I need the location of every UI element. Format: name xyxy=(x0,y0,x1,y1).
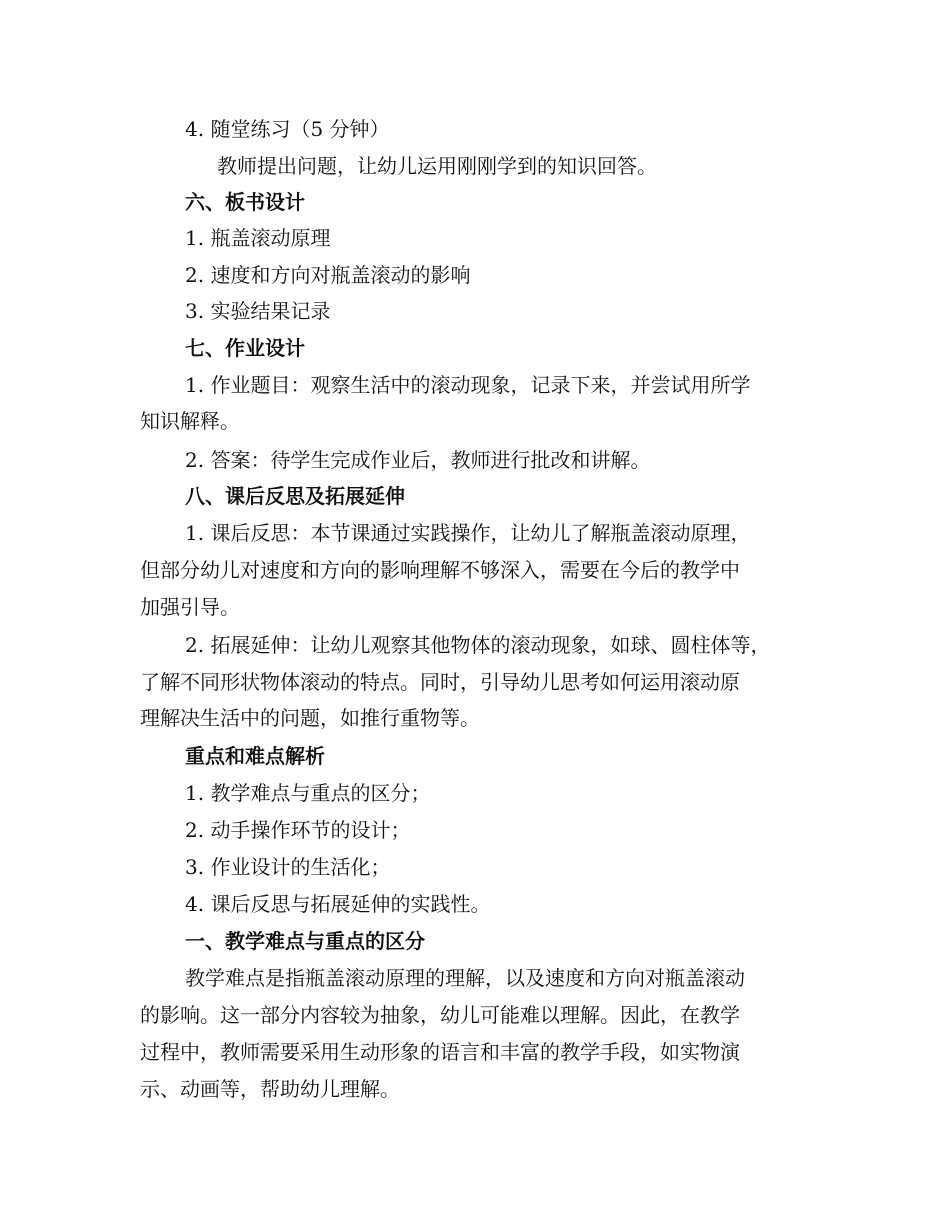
paragraph-line: 教学难点是指瓶盖滚动原理的理解，以及速度和方向对瓶盖滚动 xyxy=(185,966,745,990)
paragraph-line: 教师提出问题，让幼儿运用刚刚学到的知识回答。 xyxy=(217,154,657,178)
section-heading-board-design: 六、板书设计 xyxy=(185,190,305,214)
paragraph-line: 了解不同形状物体滚动的特点。同时，引导幼儿思考如何运用滚动原 xyxy=(140,670,740,694)
list-item: 2. 答案：待学生完成作业后，教师进行批改和讲解。 xyxy=(185,448,651,472)
list-item: 3. 实验结果记录 xyxy=(185,299,331,323)
list-item: 1. 教学难点与重点的区分； xyxy=(185,781,431,805)
paragraph-line: 的影响。这一部分内容较为抽象，幼儿可能难以理解。因此，在教学 xyxy=(140,1003,740,1027)
paragraph-line: 加强引导。 xyxy=(140,595,240,619)
paragraph-line: 知识解释。 xyxy=(140,409,240,433)
list-item: 3. 作业设计的生活化； xyxy=(185,855,391,879)
list-item: 2. 速度和方向对瓶盖滚动的影响 xyxy=(185,263,471,287)
list-item: 4. 课后反思与拓展延伸的实践性。 xyxy=(185,892,491,916)
list-item: 1. 作业题目：观察生活中的滚动现象，记录下来，并尝试用所学 xyxy=(185,373,751,397)
paragraph-line: 理解决生活中的问题，如推行重物等。 xyxy=(140,706,480,730)
section-heading-key-points: 重点和难点解析 xyxy=(185,744,325,768)
list-item-practice: 4. 随堂练习（5 分钟） xyxy=(185,117,390,141)
section-heading-homework: 七、作业设计 xyxy=(185,336,305,360)
list-item: 2. 拓展延伸：让幼儿观察其他物体的滚动现象，如球、圆柱体等， xyxy=(185,633,771,657)
list-item: 1. 瓶盖滚动原理 xyxy=(185,226,331,250)
list-item: 2. 动手操作环节的设计； xyxy=(185,818,411,842)
paragraph-line: 过程中，教师需要采用生动形象的语言和丰富的教学手段，如实物演 xyxy=(140,1040,740,1064)
paragraph-line: 但部分幼儿对速度和方向的影响理解不够深入，需要在今后的教学中 xyxy=(140,558,740,582)
section-heading-difficulty: 一、教学难点与重点的区分 xyxy=(185,929,425,953)
paragraph-line: 示、动画等，帮助幼儿理解。 xyxy=(140,1077,400,1101)
section-heading-reflection: 八、课后反思及拓展延伸 xyxy=(185,484,405,508)
list-item: 1. 课后反思：本节课通过实践操作，让幼儿了解瓶盖滚动原理， xyxy=(185,521,751,545)
